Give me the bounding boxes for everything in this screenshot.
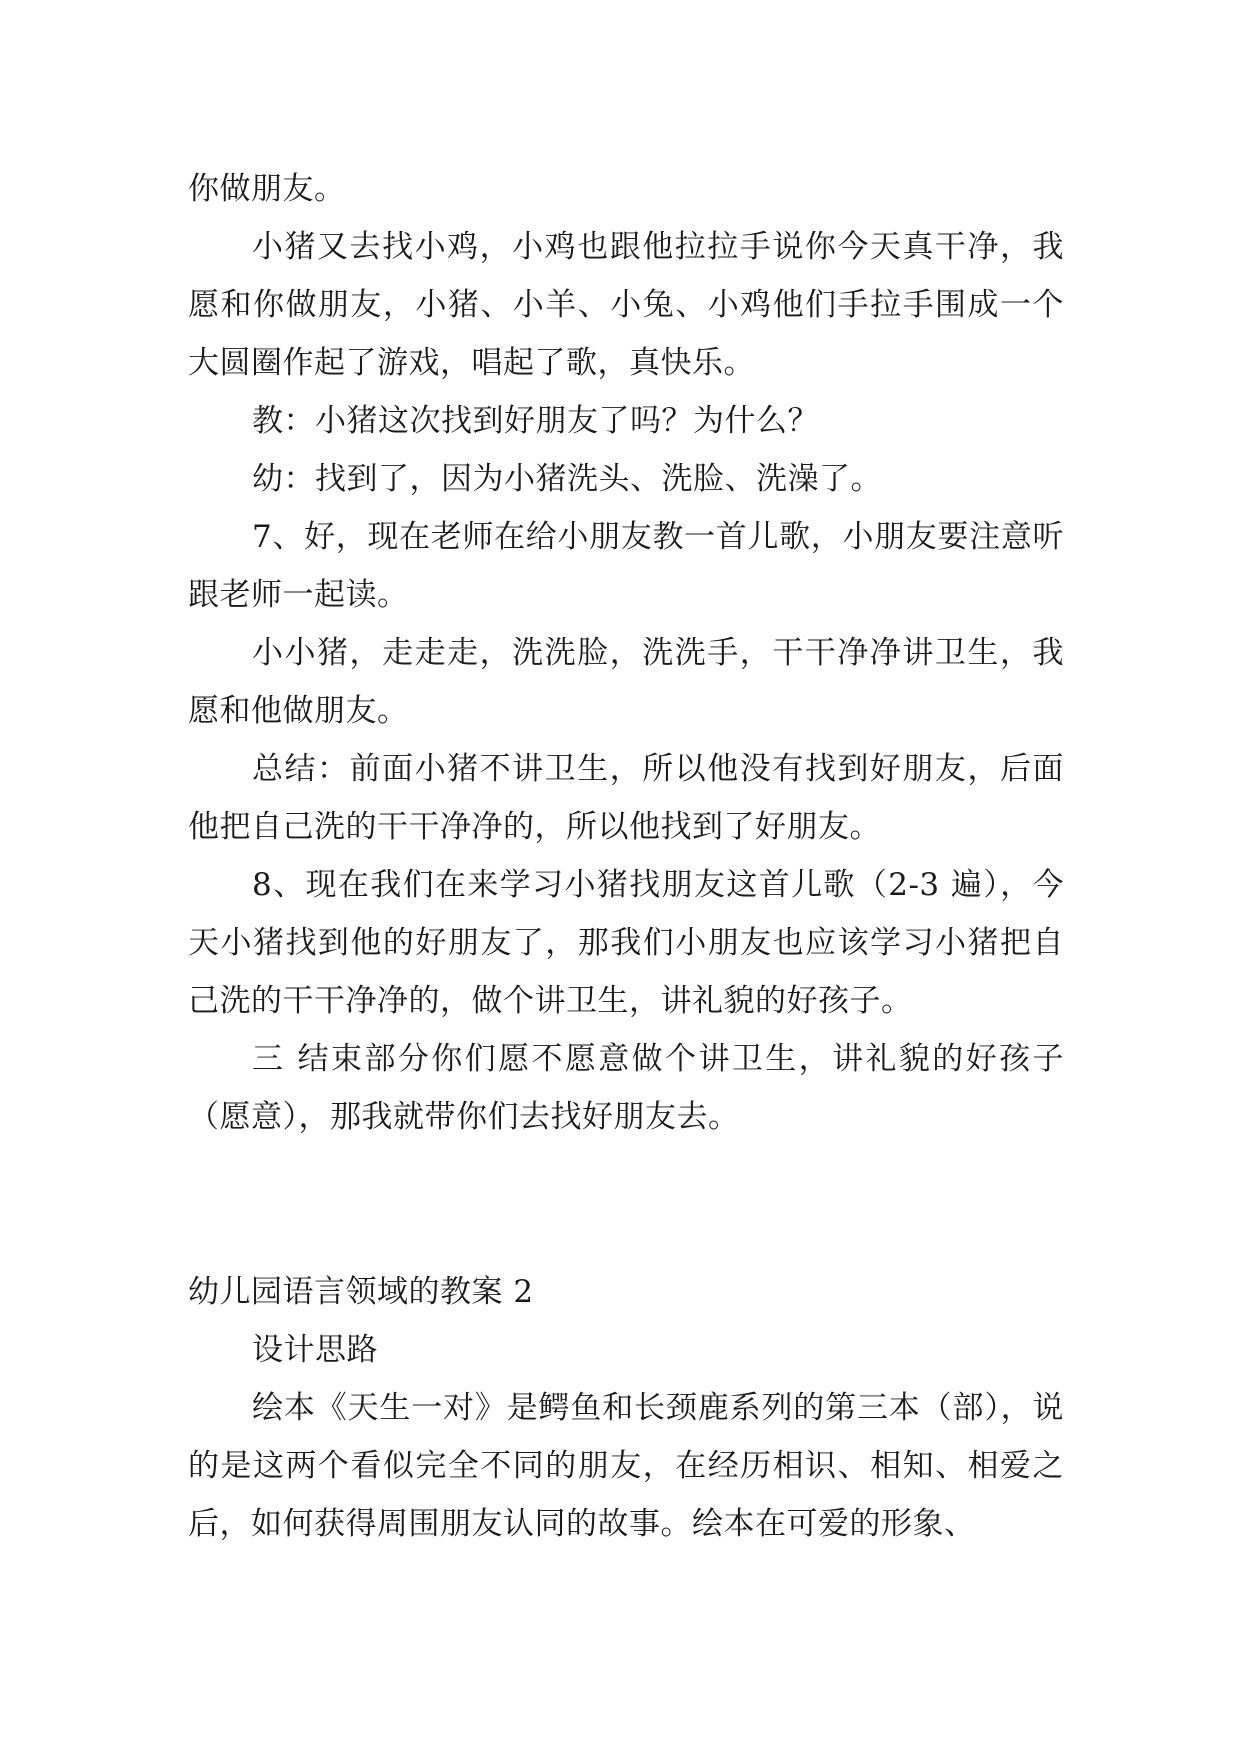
paragraph: 三 结束部分你们愿不愿意做个讲卫生，讲礼貌的好孩子（愿意），那我就带你们去找好朋友去。 (188, 1041, 1064, 1135)
section-title: 幼儿园语言领域的教案 2 (188, 1274, 534, 1310)
paragraph: 小小猪，走走走，洗洗脸，洗洗手，干干净净讲卫生，我愿和他做朋友。 (188, 635, 1064, 729)
paragraph: 幼：找到了，因为小猪洗头、洗脸、洗澡了。 (252, 461, 882, 497)
document-body (188, 160, 1064, 1553)
paragraph: 总结：前面小猪不讲卫生，所以他没有找到好朋友，后面他把自己洗的干干净净的，所以他找到了好朋友。 (188, 751, 1064, 845)
paragraph: 教：小猪这次找到好朋友了吗？为什么？ (252, 403, 819, 439)
paragraph: 8、现在我们在来学习小猪找朋友这首儿歌（2-3 遍），今天小猪找到他的好朋友了，那我们小朋友也应该学习小猪把自己洗的干干净净的，做个讲卫生，讲礼貌的好孩子。 (188, 867, 1064, 1019)
paragraph: 你做朋友。 (188, 171, 346, 207)
paragraph: 小猪又去找小鸡，小鸡也跟他拉拉手说你今天真干净，我愿和你做朋友，小猪、小羊、小兔、小鸡他们手拉手围成一个大圆圈作起了游戏，唱起了歌，真快乐。 (188, 229, 1064, 381)
section-gap (188, 1146, 1064, 1263)
paragraph: 7、好，现在老师在给小朋友教一首儿歌，小朋友要注意听跟老师一起读。 (188, 519, 1064, 613)
paragraph: 绘本《天生一对》是鳄鱼和长颈鹿系列的第三本（部），说的是这两个看似完全不同的朋友，在经历相识、相知、相爱之后，如何获得周围朋友认同的故事。绘本在可爱的形象、 (188, 1390, 1064, 1542)
section-subtitle: 设计思路 (252, 1332, 378, 1368)
